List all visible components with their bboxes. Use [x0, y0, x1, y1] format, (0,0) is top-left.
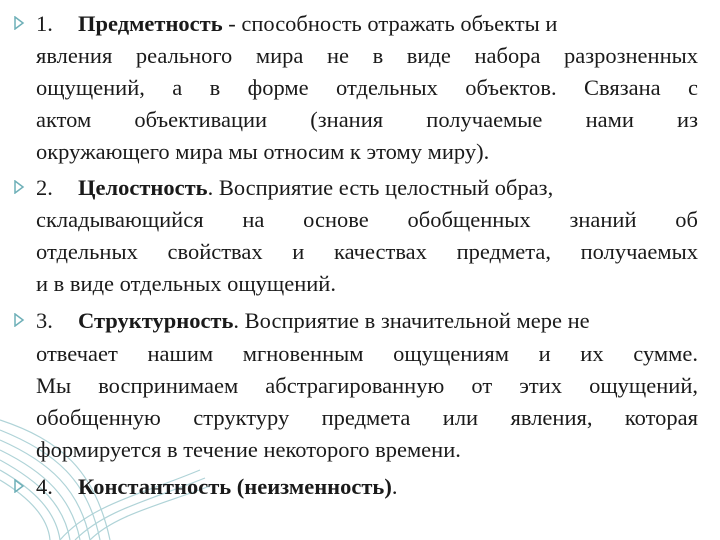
item-number: 1.: [36, 11, 53, 36]
item-text: . Восприятие есть целостный образ,: [207, 175, 554, 200]
item-text: . Восприятие в значительной мере не: [233, 308, 590, 333]
item-text-line: окружающего мира мы относим к этому миру).: [36, 139, 490, 164]
item-text-line: явления реального мира не в виде набора разрозненных: [36, 43, 698, 68]
item-number: 4.: [36, 474, 53, 499]
item-term: Целостность: [78, 175, 208, 200]
item-term: Структурность: [78, 308, 234, 333]
item-text-line: отвечает нашим мгновенным ощущениям и их сумме.: [36, 341, 698, 366]
item-first-line: [36, 8, 698, 40]
item-first-line: [36, 172, 698, 204]
triangle-bullet-icon: [13, 180, 25, 194]
item-term: Константность (неизменность): [78, 474, 392, 499]
item-text: .: [391, 474, 398, 499]
item-text-line: актом объективации (знания получаемые нами из: [36, 107, 698, 132]
item-text-line: отдельных свойствах и качествах предмета, получаемых: [36, 239, 698, 264]
item-text-line: и в виде отдельных ощущений.: [36, 271, 336, 296]
item-number: 2.: [36, 175, 53, 200]
triangle-bullet-icon: [13, 479, 25, 493]
triangle-bullet-icon: [13, 313, 25, 327]
item-term: Предметность: [78, 11, 223, 36]
item-first-line: [36, 305, 698, 337]
item-text-line: обобщенную структуру предмета или явления, которая: [36, 405, 698, 430]
item-text-line: формируется в течение некоторого времени.: [36, 437, 461, 462]
item-text-line: складывающийся на основе обобщенных знаний об: [36, 207, 698, 232]
item-text-line: ощущений, а в форме отдельных объектов. Связана с: [36, 75, 698, 100]
item-text: - способность отражать объекты и: [222, 11, 558, 36]
item-number: 3.: [36, 308, 53, 333]
triangle-bullet-icon: [13, 16, 25, 30]
item-first-line: [36, 471, 698, 503]
item-text-line: Мы воспринимаем абстрагированную от этих ощущений,: [36, 373, 698, 398]
